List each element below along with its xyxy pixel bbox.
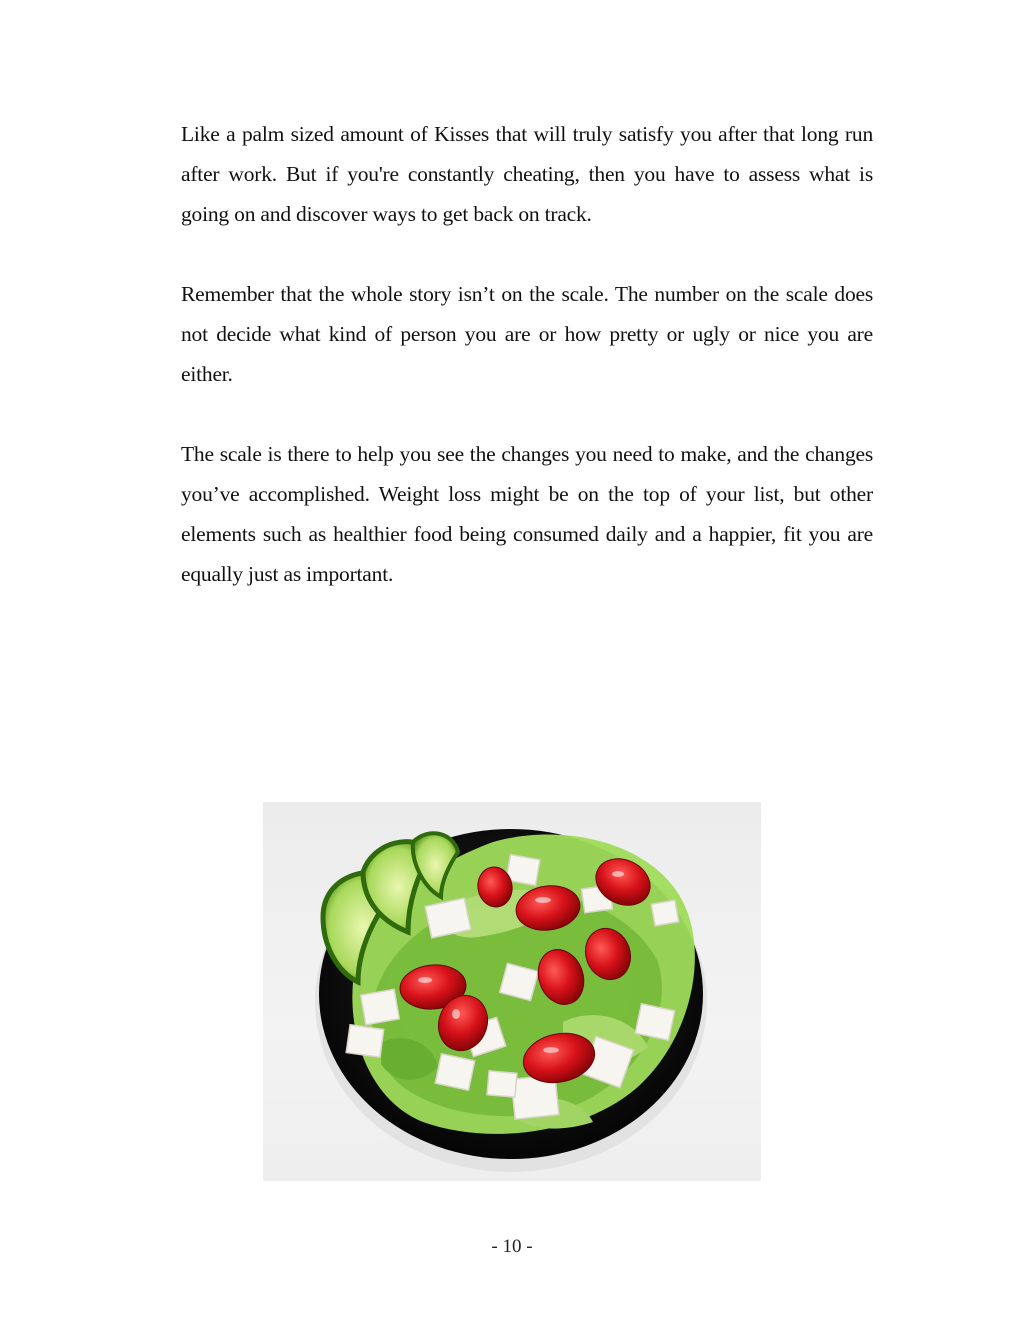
paragraph-3: The scale is there to help you see the changes you need to make, and the changes you’ve accomplished. Weight loss might be on the top of your list, but other elements such as healthier food being consumed daily and a happier, fit you are equally just as important. — [181, 442, 873, 586]
page-number: - 10 - — [491, 1236, 533, 1257]
salad-plate-icon — [263, 802, 761, 1181]
paragraph-1: Like a palm sized amount of Kisses that will truly satisfy you after that long run after work. But if you're constantly cheating, then you have to assess what is going on and discover ways to get back on track. — [181, 122, 873, 226]
document-body — [181, 114, 873, 634]
paragraph-2: Remember that the whole story isn’t on the scale. The number on the scale does not decide what kind of person you are or how pretty or ugly or nice you are either. — [181, 282, 873, 386]
salad-photo — [263, 802, 761, 1181]
